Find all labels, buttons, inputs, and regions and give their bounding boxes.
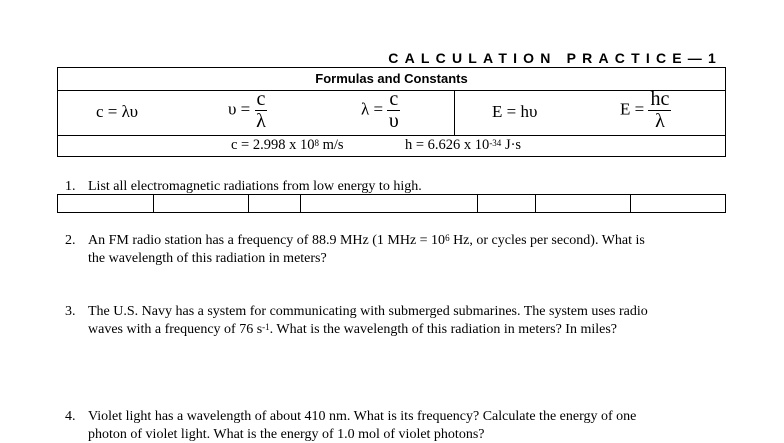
formula-e-fraction	[648, 89, 671, 132]
answer-grid-divider	[300, 195, 301, 212]
answer-grid-divider	[477, 195, 478, 212]
answer-grid[interactable]	[57, 194, 726, 213]
formula-nu-denominator: λ	[256, 110, 266, 132]
question-4: 4. Violet light has a wavelength of about 410 nm. What is its frequency? Calculate the energy of one photon of violet light. What is the energy of 1.0 mol of violet photons?	[65, 409, 637, 442]
answer-grid-divider	[630, 195, 631, 212]
formula-lambda	[361, 89, 400, 132]
formula-c-lambda-nu: c = λυ	[96, 102, 138, 121]
formula-e-numerator: hc	[650, 88, 670, 110]
formula-e-hc-lambda	[620, 89, 671, 132]
formula-lambda-denominator: υ	[388, 110, 399, 132]
constants-row	[58, 135, 725, 155]
column-divider	[454, 90, 455, 135]
formula-e-denominator: λ	[655, 110, 665, 132]
formula-nu	[228, 89, 267, 132]
formula-nu-fraction	[255, 89, 268, 132]
formula-lambda-numerator: c	[389, 88, 399, 110]
formula-lambda-fraction	[387, 89, 400, 132]
question-3: 3. The U.S. Navy has a system for communicating with submerged submarines. The system uses radio waves with a frequency of 76 $s^{-1}$. What is the wavelength of this radiation in meters? In miles?	[65, 304, 648, 337]
formula-e-h-nu: E = hυ	[492, 102, 538, 121]
planck-constant: h = 6.626 x $10^{-34}$ J·s	[405, 137, 522, 153]
formulas-heading: Formulas and Constants	[58, 68, 725, 91]
question-2: 2. An FM radio station has a frequency of 88.9 MHz (1 MHz = $10^6$ Hz, or cycles per second). What is the wavelength of this radiation in meters?	[65, 233, 645, 266]
formulas-table	[57, 67, 726, 157]
answer-grid-divider	[153, 195, 154, 212]
formula-e-lhs: E =	[620, 99, 645, 119]
formulas-row	[58, 90, 725, 136]
answer-grid-divider	[248, 195, 249, 212]
question-1: 1. List all electromagnetic radiations from low energy to high.	[65, 179, 422, 194]
formula-nu-lhs: υ =	[228, 99, 251, 119]
speed-of-light-constant: c = 2.998 x $10^8$ m/s	[231, 137, 344, 153]
answer-grid-divider	[535, 195, 536, 212]
formula-lambda-lhs: λ =	[361, 99, 384, 119]
formula-nu-numerator: c	[256, 88, 266, 110]
page-title: CALCULATION PRACTICE—1	[388, 50, 722, 66]
